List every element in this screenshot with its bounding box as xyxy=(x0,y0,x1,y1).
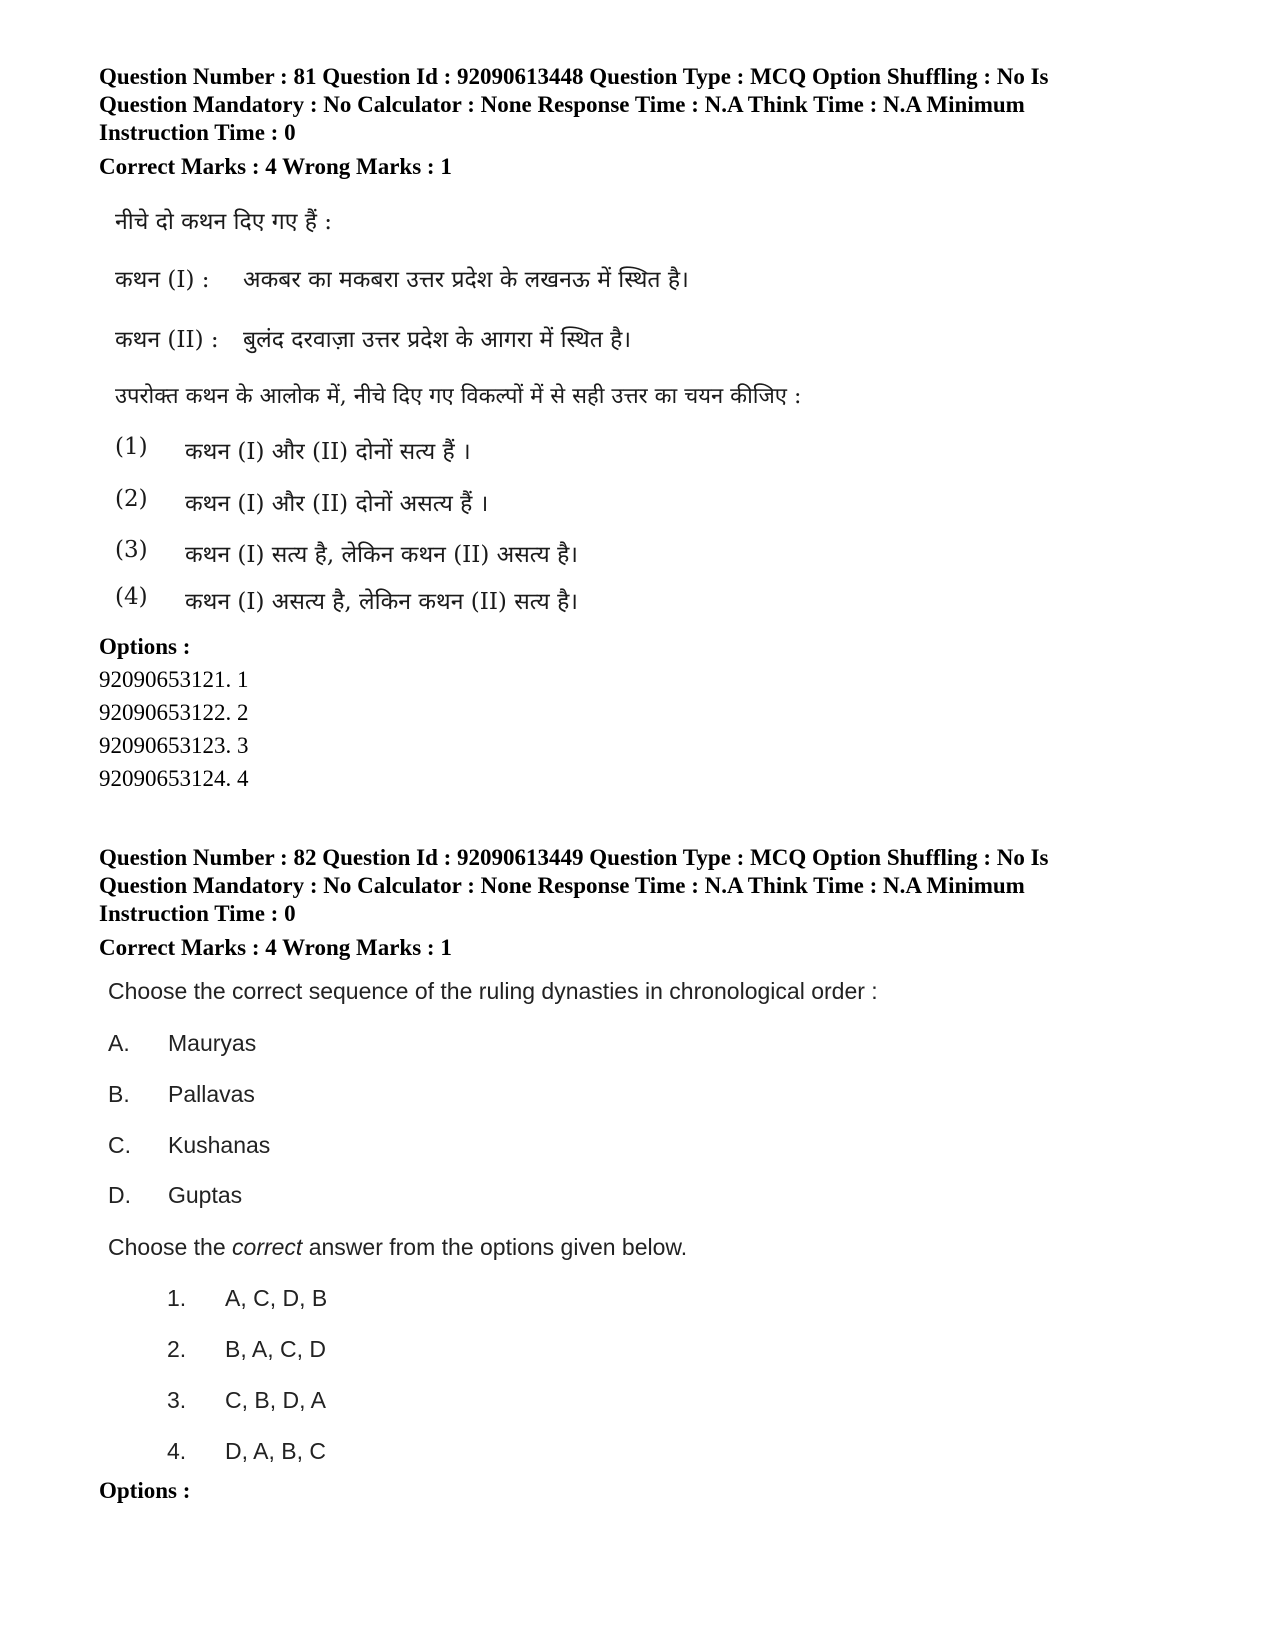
q81-statement-1-text: अकबर का मकबरा उत्तर प्रदेश के लखनऊ में स्थित है। xyxy=(243,267,689,293)
q81-choice-number: (3) xyxy=(115,537,148,563)
q82-item-letter: B. xyxy=(108,1081,130,1107)
q82-choice xyxy=(167,1285,327,1312)
q81-choice xyxy=(115,584,578,616)
q82-choice xyxy=(167,1336,326,1363)
q82-answer-prompt-post: answer from the options given below. xyxy=(302,1234,688,1260)
q81-statement-1-label: कथन (I) : xyxy=(115,267,210,293)
q82-meta-line1: Question Number : 82 Question Id : 92090613449 Question Type : MCQ Option Shuffling : No Is xyxy=(99,845,1049,870)
q81-intro: नीचे दो कथन दिए गए हैं : xyxy=(115,209,333,235)
q82-choice-number: 2. xyxy=(167,1336,187,1362)
q81-statement-2-text: बुलंद दरवाज़ा उत्तर प्रदेश के आगरा में स्थित है। xyxy=(243,327,632,353)
q81-options-label: Options : xyxy=(99,634,191,659)
q82-item xyxy=(108,1182,242,1209)
q81-option: 92090653124. 4 xyxy=(99,766,249,791)
q82-choice-number: 3. xyxy=(167,1387,187,1413)
q81-choice xyxy=(115,537,578,569)
q82-choice-text: C, B, D, A xyxy=(225,1387,326,1413)
q82-metadata xyxy=(99,844,1189,962)
q82-item-text: Pallavas xyxy=(168,1081,255,1107)
q81-choice-number: (4) xyxy=(115,584,148,610)
q81-choice-number: (1) xyxy=(115,434,148,460)
q81-marks: Correct Marks : 4 Wrong Marks : 1 xyxy=(99,154,452,179)
q81-choice-text: कथन (I) और (II) दोनों असत्य हैं । xyxy=(185,491,489,517)
q82-answer-prompt-em: correct xyxy=(232,1234,303,1260)
q82-item xyxy=(108,1081,255,1108)
q81-option: 92090653122. 2 xyxy=(99,700,249,725)
q81-meta-line1: Question Number : 81 Question Id : 92090613448 Question Type : MCQ Option Shuffling : No Is xyxy=(99,64,1049,89)
q81-statement-2 xyxy=(115,322,631,354)
q82-item-text: Mauryas xyxy=(168,1030,257,1056)
q82-prompt: Choose the correct sequence of the ruling dynasties in chronological order : xyxy=(108,978,878,1004)
q82-meta-line3: Instruction Time : 0 xyxy=(99,901,296,926)
q82-meta-line2: Question Mandatory : No Calculator : None Response Time : N.A Think Time : N.A Minimum xyxy=(99,873,1025,898)
q82-choice-text: A, C, D, B xyxy=(225,1285,328,1311)
q81-statement-1 xyxy=(115,262,689,294)
q82-choice xyxy=(167,1438,326,1465)
q81-option: 92090653121. 1 xyxy=(99,667,249,692)
q82-item-letter: C. xyxy=(108,1132,131,1158)
q82-choice-text: B, A, C, D xyxy=(225,1336,326,1362)
q81-option: 92090653123. 3 xyxy=(99,733,249,758)
q81-choice xyxy=(115,486,488,518)
q82-item-letter: A. xyxy=(108,1030,130,1056)
q82-choice-number: 1. xyxy=(167,1285,187,1311)
q82-answer-prompt-pre: Choose the xyxy=(108,1234,233,1260)
q81-meta-line2: Question Mandatory : No Calculator : None Response Time : N.A Think Time : N.A Minimum xyxy=(99,92,1025,117)
q81-statement-2-label: कथन (II) : xyxy=(115,327,219,353)
q82-choice-number: 4. xyxy=(167,1438,187,1464)
q81-meta-line3: Instruction Time : 0 xyxy=(99,120,296,145)
q82-marks: Correct Marks : 4 Wrong Marks : 1 xyxy=(99,935,452,960)
q82-answer-prompt xyxy=(108,1234,687,1261)
q81-choice-text: कथन (I) सत्य है, लेकिन कथन (II) असत्य है। xyxy=(185,542,579,568)
q81-metadata xyxy=(99,63,1189,181)
q81-instruction: उपरोक्त कथन के आलोक में, नीचे दिए गए विकल्पों में से सही उत्तर का चयन कीजिए : xyxy=(115,384,802,409)
q82-choice-text: D, A, B, C xyxy=(225,1438,326,1464)
q82-item-letter: D. xyxy=(108,1182,131,1208)
q81-choice-text: कथन (I) और (II) दोनों सत्य हैं । xyxy=(185,439,471,465)
q82-options-label: Options : xyxy=(99,1478,191,1503)
q81-choice-text: कथन (I) असत्य है, लेकिन कथन (II) सत्य है। xyxy=(185,589,579,615)
q82-choice xyxy=(167,1387,326,1414)
q82-item xyxy=(108,1132,270,1159)
q82-item xyxy=(108,1030,256,1057)
q81-choice xyxy=(115,434,471,466)
q81-choice-number: (2) xyxy=(115,486,148,512)
q82-item-text: Guptas xyxy=(168,1182,243,1208)
q82-item-text: Kushanas xyxy=(168,1132,271,1158)
